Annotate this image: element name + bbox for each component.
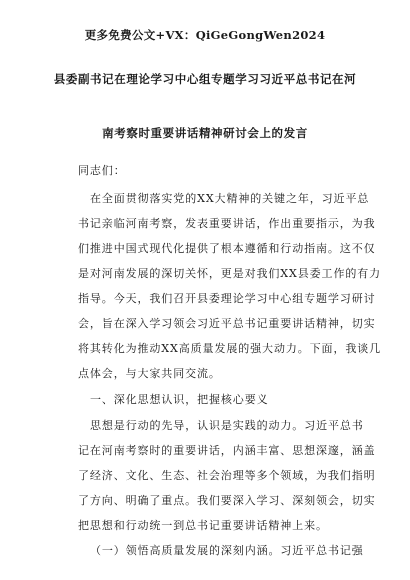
body-line: 将其转化为推动XX高质量发展的强大动力。下面，我谈几 (78, 342, 382, 355)
body-line: 了经济、文化、生态、社会治理等多个领域，为我们指明 (78, 469, 376, 482)
body-line: 会，旨在深入学习领会习近平总书记重要讲话精神，切实 (78, 317, 376, 330)
document-title-line-1: 县委副书记在理论学习中心组专题学习习近平总书记在河 (53, 72, 357, 86)
body-line: 记在河南考察时的重要讲话，内涵丰富、思想深邃，涵盖 (78, 444, 376, 457)
body-line: 把思想和行动统一到总书记重要讲话精神上来。 (78, 519, 328, 532)
body-line: 指导。今天，我们召开县委理论学习中心组专题学习研讨 (78, 292, 376, 305)
body-line: 书记亲临河南考察，发表重要讲话，作出重要指示，为我 (78, 217, 376, 230)
body-line: 思想是行动的先导，认识是实践的动力。习近平总书 (90, 419, 364, 432)
body-line: 在全面贯彻落实党的XX大精神的关键之年，习近平总 (90, 192, 370, 205)
body-line: 是对河南发展的深切关怀，更是对我们XX县委工作的有力 (78, 267, 382, 280)
body-line: 点体会，与大家共同交流。 (78, 367, 221, 380)
salutation: 同志们： (78, 164, 126, 177)
body-line: 们推进中国式现代化提供了根本遵循和行动指南。这不仅 (78, 242, 376, 255)
header-note: 更多免费公文+VX：QiGeGongWen2024 (84, 28, 326, 42)
section-heading: 一、深化思想认识，把握核心要义 (90, 393, 269, 406)
subsection-heading: （一）领悟高质量发展的深刻内涵。习近平总书记强 (90, 544, 364, 557)
body-line: 了方向、明确了重点。我们要深入学习、深刻领会，切实 (78, 494, 376, 507)
document-title-line-2: 南考察时重要讲话精神研讨会上的发言 (102, 126, 308, 140)
